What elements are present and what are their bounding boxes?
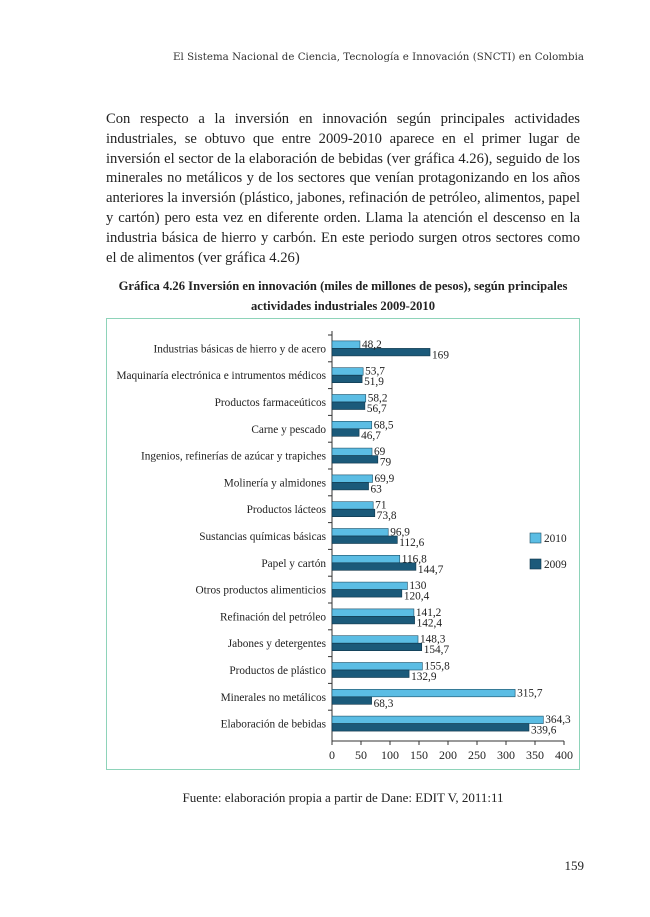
legend-label-2010: 2010 bbox=[544, 533, 567, 545]
data-label-2009: 46,7 bbox=[361, 429, 381, 442]
category-label: Otros productos alimenticios bbox=[195, 584, 326, 597]
bar-2010 bbox=[332, 609, 414, 617]
data-label-2010: 68,5 bbox=[373, 419, 394, 432]
data-label-2010: 116,8 bbox=[401, 553, 427, 566]
bar-2009 bbox=[332, 643, 422, 651]
x-tick-label: 0 bbox=[329, 748, 335, 762]
category-label: Productos farmaceúticos bbox=[214, 397, 326, 409]
data-label-2010: 364,3 bbox=[545, 714, 571, 727]
bar-2009 bbox=[332, 375, 362, 383]
data-label-2010: 69 bbox=[374, 446, 386, 459]
body-paragraph: Con respecto a la inversión en innovación según principales actividades industriales, se obtuvo que entre 2009-2010 aparece en el primer lugar de inversión el sector de la elaboración de bebidas (ver gráfica 4.26), seguido de los minerales no metálicos y de los sectores que venían protagonizando en los años anteriores la inversión (plástico, jabones, refinación de petróleo, alimentos, papel y cartón) pero esta vez en diferente orden. Llama la atención el descenso en la industria básica de hierro y carbón. En este periodo surgen otros sectores como el de alimentos (ver gráfica 4.26) bbox=[106, 111, 580, 266]
bar-2009 bbox=[332, 670, 409, 678]
bar-2010 bbox=[332, 582, 407, 590]
data-label-2010: 148,3 bbox=[420, 633, 446, 646]
legend-swatch-2009 bbox=[530, 559, 541, 569]
data-label-2009: 120,4 bbox=[403, 590, 430, 603]
bar-2010 bbox=[332, 448, 372, 456]
bar-2009 bbox=[332, 402, 365, 410]
category-label: Molinería y almidones bbox=[223, 477, 326, 490]
x-tick-label: 200 bbox=[439, 748, 457, 762]
bar-2010 bbox=[332, 716, 543, 724]
data-label-2010: 69,9 bbox=[374, 472, 395, 485]
x-tick-label: 100 bbox=[381, 748, 399, 762]
data-label-2010: 58,2 bbox=[367, 392, 388, 405]
bar-2009 bbox=[332, 590, 402, 598]
bar-2009 bbox=[332, 536, 397, 544]
legend-swatch-2010 bbox=[530, 533, 541, 543]
x-tick-label: 350 bbox=[526, 748, 544, 762]
bar-2009 bbox=[332, 697, 372, 705]
category-label: Minerales no metálicos bbox=[220, 691, 326, 704]
data-label-2009: 73,8 bbox=[376, 510, 397, 523]
bar-2009 bbox=[332, 509, 375, 517]
bar-2010 bbox=[332, 555, 400, 563]
bar-2009 bbox=[332, 429, 359, 437]
bar-2010 bbox=[332, 421, 372, 429]
data-label-2009: 142,4 bbox=[416, 617, 443, 630]
data-label-2009: 112,6 bbox=[399, 537, 425, 549]
data-label-2009: 144,7 bbox=[417, 563, 444, 576]
category-label: Sustancias químicas básicas bbox=[199, 531, 326, 543]
bar-2009 bbox=[332, 616, 415, 624]
data-label-2010: 48,2 bbox=[361, 338, 382, 351]
category-label: Carne y pescado bbox=[251, 423, 326, 436]
bar-2009 bbox=[332, 482, 369, 490]
category-label: Jabones y detergentes bbox=[227, 638, 326, 651]
figure-source: Fuente: elaboración propia a partir de Dane: EDIT V, 2011:11 bbox=[182, 790, 504, 805]
category-label: Productos lácteos bbox=[246, 504, 326, 517]
data-label-2009: 68,3 bbox=[373, 697, 394, 710]
category-label: Ingenios, refinerías de azúcar y trapiches bbox=[140, 450, 326, 463]
bar-2010 bbox=[332, 663, 422, 671]
x-tick-label: 300 bbox=[497, 748, 515, 762]
data-label-2010: 96,9 bbox=[390, 526, 410, 539]
category-label: Papel y cartón bbox=[261, 557, 326, 570]
data-label-2009: 79 bbox=[379, 456, 392, 469]
data-label-2009: 339,6 bbox=[530, 724, 557, 737]
bar-2010 bbox=[332, 502, 373, 510]
data-label-2010: 155,8 bbox=[424, 660, 450, 673]
figure-caption: Gráfica 4.26 Inversión en innovación (miles de millones de pesos), según principales actividades industriales 2009-2010 bbox=[118, 279, 568, 313]
category-label: Refinación del petróleo bbox=[219, 611, 326, 624]
data-label-2009: 169 bbox=[432, 349, 449, 362]
bar-2010 bbox=[332, 475, 373, 483]
data-label-2010: 53,7 bbox=[365, 365, 385, 378]
bar-2010 bbox=[332, 529, 388, 537]
page-number: 159 bbox=[564, 858, 584, 873]
data-label-2009: 51,9 bbox=[364, 376, 384, 389]
x-tick-label: 50 bbox=[355, 748, 367, 762]
bar-2010 bbox=[332, 368, 363, 376]
bar-2009 bbox=[332, 456, 378, 464]
legend-label-2009: 2009 bbox=[544, 559, 567, 571]
category-label: Productos de plástico bbox=[229, 665, 326, 677]
bar-2010 bbox=[332, 395, 366, 403]
data-label-2009: 56,7 bbox=[366, 403, 387, 415]
bar-chart bbox=[107, 319, 579, 769]
category-label: Maquinaría electrónica e intrumentos médicos bbox=[116, 370, 326, 383]
x-tick-label: 150 bbox=[410, 748, 428, 762]
chart-frame bbox=[106, 318, 580, 770]
category-label: Industrias básicas de hierro y de acero bbox=[153, 343, 326, 356]
category-label: Elaboración de bebidas bbox=[220, 718, 326, 731]
x-tick-label: 400 bbox=[555, 748, 573, 762]
data-label-2010: 71 bbox=[375, 499, 387, 512]
data-label-2009: 63 bbox=[370, 483, 382, 496]
bar-2010 bbox=[332, 636, 418, 644]
bar-2009 bbox=[332, 724, 529, 732]
x-tick-label: 250 bbox=[468, 748, 486, 762]
data-label-2009: 132,9 bbox=[411, 671, 437, 683]
running-head: El Sistema Nacional de Ciencia, Tecnología e Innovación (SNCTI) en Colombia bbox=[173, 52, 584, 63]
data-label-2010: 141,2 bbox=[415, 606, 442, 619]
bar-2010 bbox=[332, 341, 360, 349]
data-label-2009: 154,7 bbox=[423, 644, 450, 657]
data-label-2010: 130 bbox=[409, 580, 427, 593]
bar-2010 bbox=[332, 689, 515, 697]
data-label-2010: 315,7 bbox=[517, 687, 543, 700]
